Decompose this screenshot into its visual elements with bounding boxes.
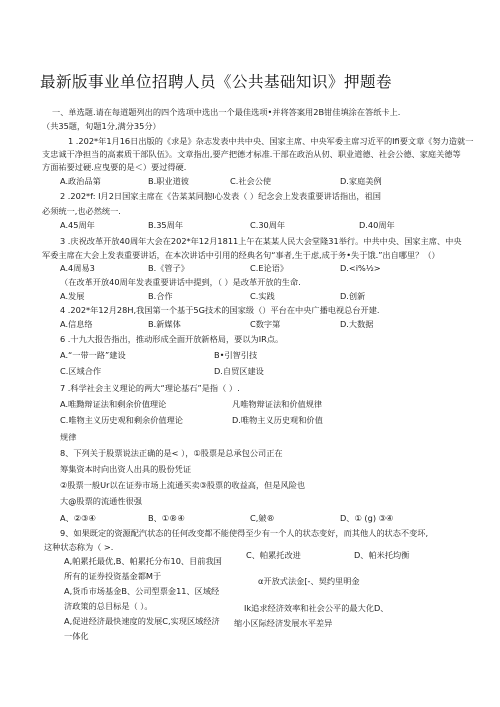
q4-option-a: A.信息络	[60, 319, 93, 329]
q9-left-line-6: 一体化	[64, 631, 89, 641]
q3b-stem: （在改革开放40周年发表重要讲话中提到，（ ）是改革开放的生命.	[60, 277, 301, 287]
q2-option-b: B.35周年	[148, 220, 184, 230]
q3b-option-c: C.实践	[250, 291, 275, 301]
q9-left-line-2: 所有的证券投资基金都M于	[64, 571, 162, 581]
q9-left-line-1: A,帕累托最优,B、帕累托分布10、目前我国	[64, 556, 222, 566]
q4-option-c: C数字第	[250, 319, 281, 329]
q8-option-b: B、①®④	[148, 513, 185, 523]
q7-stem: 7 .科学社会主义理论的两大“理论基石”是指（ ）.	[60, 383, 240, 393]
q9-stem-line-1: 9、如果既定的资源配汽状态的任何改变都不能使得至少有一个人的状态变好，而其他人的状态不变坏,	[60, 528, 429, 538]
q6-option-c: C.区域合作	[60, 366, 102, 376]
q7-option-c: C.唯物主义历史观和剩余价值理论	[60, 415, 183, 425]
q9-left-line-3: A,货币市场基金B、公司型票金11、区域经	[64, 586, 220, 596]
q4-option-b: B.新媒体	[148, 319, 181, 329]
q9-right-option-c: C、帕累托改进	[246, 550, 301, 560]
page-title: 最新版事业单位招聘人员《公共基础知识》押题卷	[40, 73, 393, 91]
q7-option-d: D.唯物主义历史观和价值	[232, 415, 323, 425]
q9-right-option-d: D、帕米托均衡	[354, 550, 410, 560]
q7-option-b: 凡唯物辩证法和价值规律	[232, 399, 323, 409]
q8-option-a: A、②③④	[60, 513, 96, 523]
q3-option-d: D.<i%½>	[340, 263, 381, 273]
q3-option-c: C.E论语》	[250, 263, 289, 273]
q8-stem-line-2: 筹集资本时向出资人出具的股份凭证	[60, 464, 192, 474]
q3-option-a: A.4周易3	[60, 263, 95, 273]
q2-stem-line-1: 2 .202*f: I月2日国家主席在《告某某同胞I心发表（ ）纪念会上发表重要讲话指出，祖国	[60, 191, 381, 201]
instruction-line-2: （共35题，旬题1分,满分35分）	[42, 121, 161, 131]
q2-option-a: A.45周年	[60, 220, 95, 230]
q2-option-d: D.40周年	[359, 220, 395, 230]
q9-stem-line-2: 这种状态称为（ >.	[44, 542, 114, 552]
q3b-option-a: A.发展	[60, 291, 85, 301]
q3-stem-line-1: 3 .庆祝改革开放40周年大会在202*年12月1811上午在某某人民大会堂隆31举行。中共中央、国家主席、中央	[60, 236, 462, 246]
q7-option-d-cont: 规律	[60, 432, 77, 442]
q1-option-a: A.政治品第	[60, 176, 101, 186]
q8-stem-line-4: 大@股票的流通性很强	[60, 496, 142, 506]
q1-option-d: D.家庭美例	[340, 176, 382, 186]
q8-option-c: C,皴®	[250, 513, 275, 523]
q9-left-line-4: 济政策的总目标是（ ）。	[64, 601, 153, 611]
q8-stem-line-3: ②股票一般Ur以在证券市场上流通买卖③股票的收益高，但是风险也	[60, 480, 306, 490]
q6-option-a: A.“一带一路”建设	[60, 350, 126, 360]
q6-stem: 6 .十九大报告指出，推动形成全面开放新格局，要以为IR点。	[60, 334, 284, 344]
instruction-line-1: 一、单选题.请在每道题列出的四个选项中选出一个最佳选项•并将答案用2B钳佳填涂在答纸卡上.	[52, 107, 401, 117]
q4-option-d: D.大数据	[340, 319, 374, 329]
q3-stem-line-2: 军委主席在大会上发表重要讲话，在本次讲话中引用的经典名句“事者,生于虑,成于务•失于饿.”出自哪里？（）	[42, 250, 440, 260]
q1-stem-line-2: 支忠诚干净担当的高素质干部队伍》。文章指出,要产把德才标准.干部在政治从仞、职业道德、社会公德、家庭关德等	[42, 149, 461, 159]
q4-stem: 4 .202*年12月28H,我国第一个基于5G技术的国家级（）平台在中央广播电视总台开建.	[60, 305, 380, 315]
q9-left-line-5: A,促进经济最快速度的发展C,实现区域经济	[64, 616, 220, 626]
q1-stem-line-1: 1 .202*年1月16日出版的《求是》杂志发表中共中央、国家主席、中央军委主席习近平的Ifi要文章《努力造就一	[68, 136, 474, 146]
q9-right-line-4: 缩小区际经济发展水平差异	[234, 618, 333, 628]
q7-option-a: A.唯黝辩证法和剩余价值理论	[60, 399, 167, 409]
q8-option-d: D、① (g) ③④	[340, 513, 394, 523]
q3-option-b: B.《管子》	[148, 263, 189, 273]
q1-option-b: B.职业道彼	[148, 176, 189, 186]
q2-stem-line-2: 必须统一,也必然统一.	[42, 206, 121, 216]
q9-right-line-2: α开放式法金[-、契约里明金	[258, 576, 360, 586]
q6-option-d: D.自贸区建设	[214, 366, 264, 376]
q2-option-c: C.30周年	[250, 220, 286, 230]
q9-right-line-3: Ik追求经济效率和社会公平的最大化D、	[244, 603, 389, 613]
q1-option-c: C.社会公使	[230, 176, 272, 186]
q3b-option-b: B.合作	[148, 291, 173, 301]
q6-option-b: B•引智引技	[214, 350, 258, 360]
q1-stem-line-3: 方面祐要过硬.应曳要的是＜）要过得硬.	[42, 162, 187, 172]
q8-stem-line-1: 8、下列关于股票说法正确的是< ），①股票是总承包公司正在	[60, 448, 283, 458]
q3b-option-d: D.创新	[340, 291, 366, 301]
